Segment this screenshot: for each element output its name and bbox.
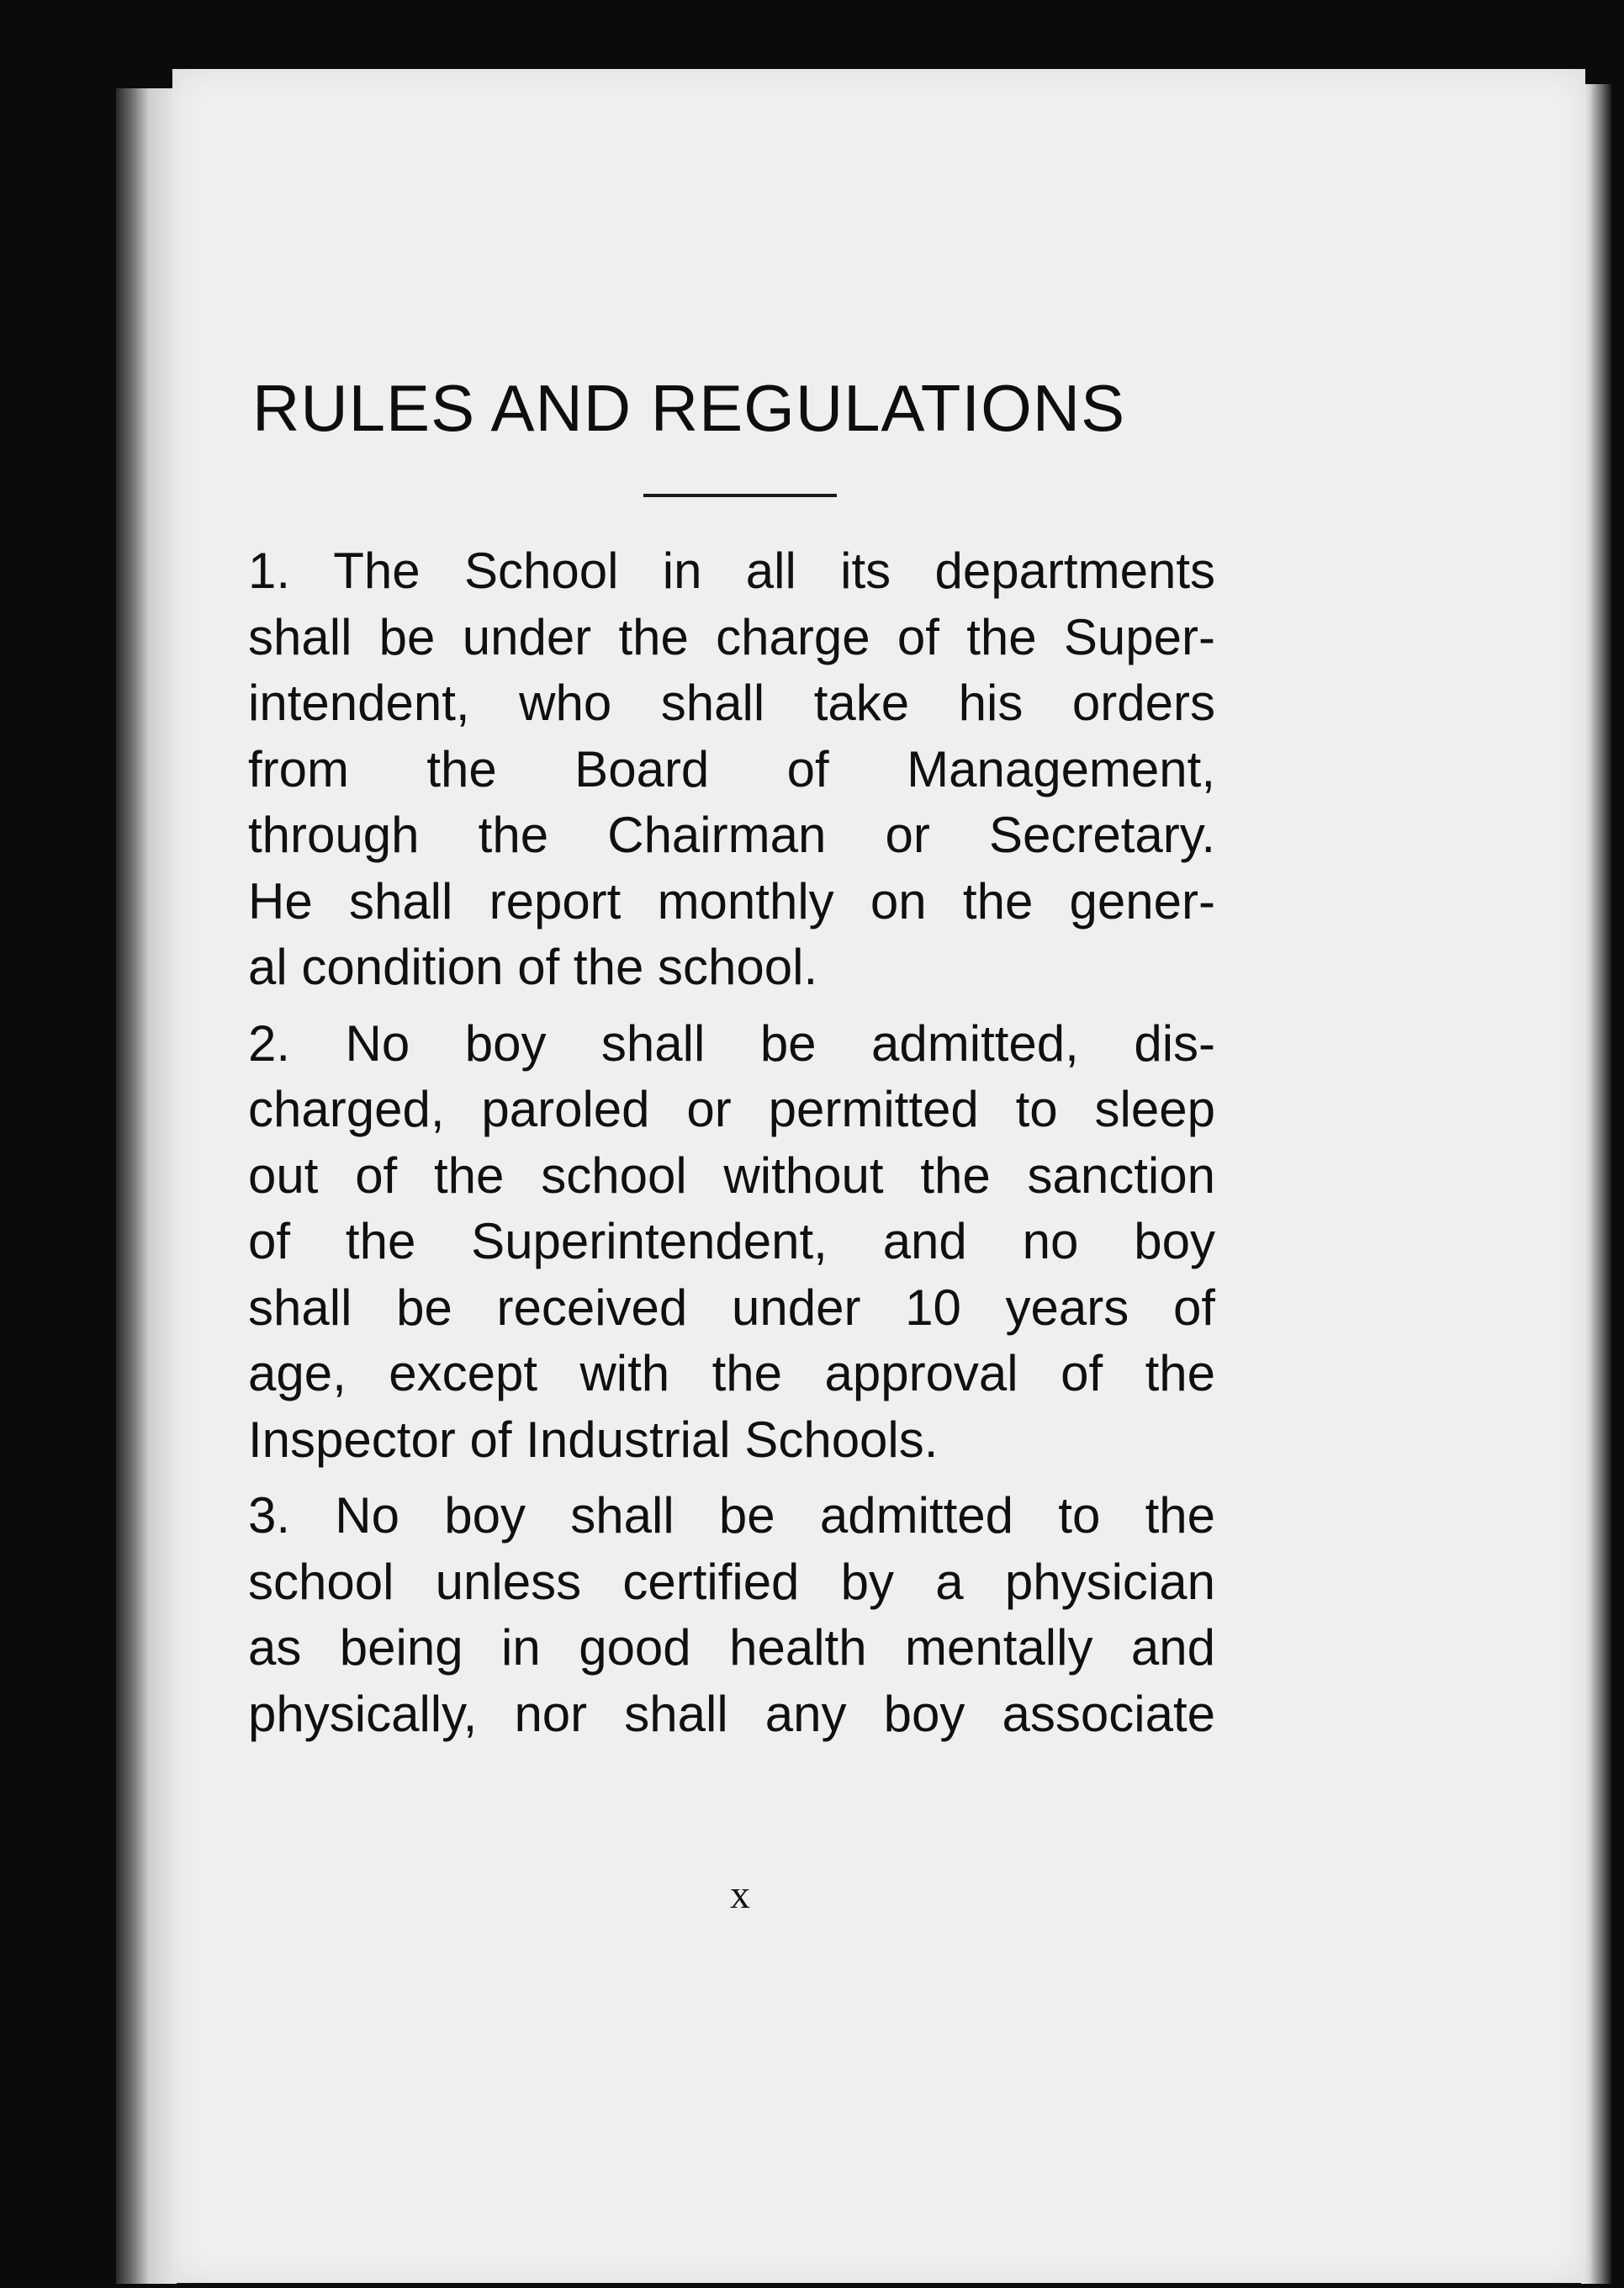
book-binding-edge [116, 88, 177, 2284]
text-line: Inspector of Industrial Schools. [248, 1411, 939, 1468]
text-line: shall be received under 10 years of [248, 1279, 1215, 1336]
text-line: as being in good health mentally and [248, 1619, 1215, 1676]
text-line: charged, paroled or permitted to sleep [248, 1081, 1215, 1137]
book-right-edge [1581, 84, 1611, 2284]
text-line: intendent, who shall take his orders [248, 675, 1215, 731]
text-line: physically, nor shall any boy associate [248, 1685, 1215, 1742]
rule-paragraph-2 [248, 1011, 1215, 1474]
text-line: from the Board of Management, [248, 740, 1215, 797]
text-line: out of the school without the sanction [248, 1147, 1215, 1204]
text-line: 2. No boy shall be admitted, dis- [248, 1014, 1215, 1072]
text-line: 3. No boy shall be admitted to the [248, 1487, 1215, 1544]
rule-paragraph-1 [248, 538, 1215, 1001]
text-line: 1. The School in all its departments [248, 543, 1215, 599]
text-line: through the Chairman or Secretary. [248, 807, 1215, 863]
page-title: RULES AND REGULATIONS [252, 371, 1126, 445]
rules-body [248, 538, 1215, 1747]
text-line: school unless certified by a physician [248, 1553, 1215, 1610]
text-line: of the Superintendent, and no boy [248, 1213, 1215, 1269]
text-line: age, except with the approval of the [248, 1345, 1215, 1401]
text-line: shall be under the charge of the Super- [248, 608, 1215, 665]
text-line: al condition of the school. [248, 939, 818, 995]
page-number: x [730, 1872, 750, 1917]
rule-paragraph-3 [248, 1483, 1215, 1747]
text-line: He shall report monthly on the gener- [248, 872, 1215, 930]
title-divider [643, 494, 837, 497]
